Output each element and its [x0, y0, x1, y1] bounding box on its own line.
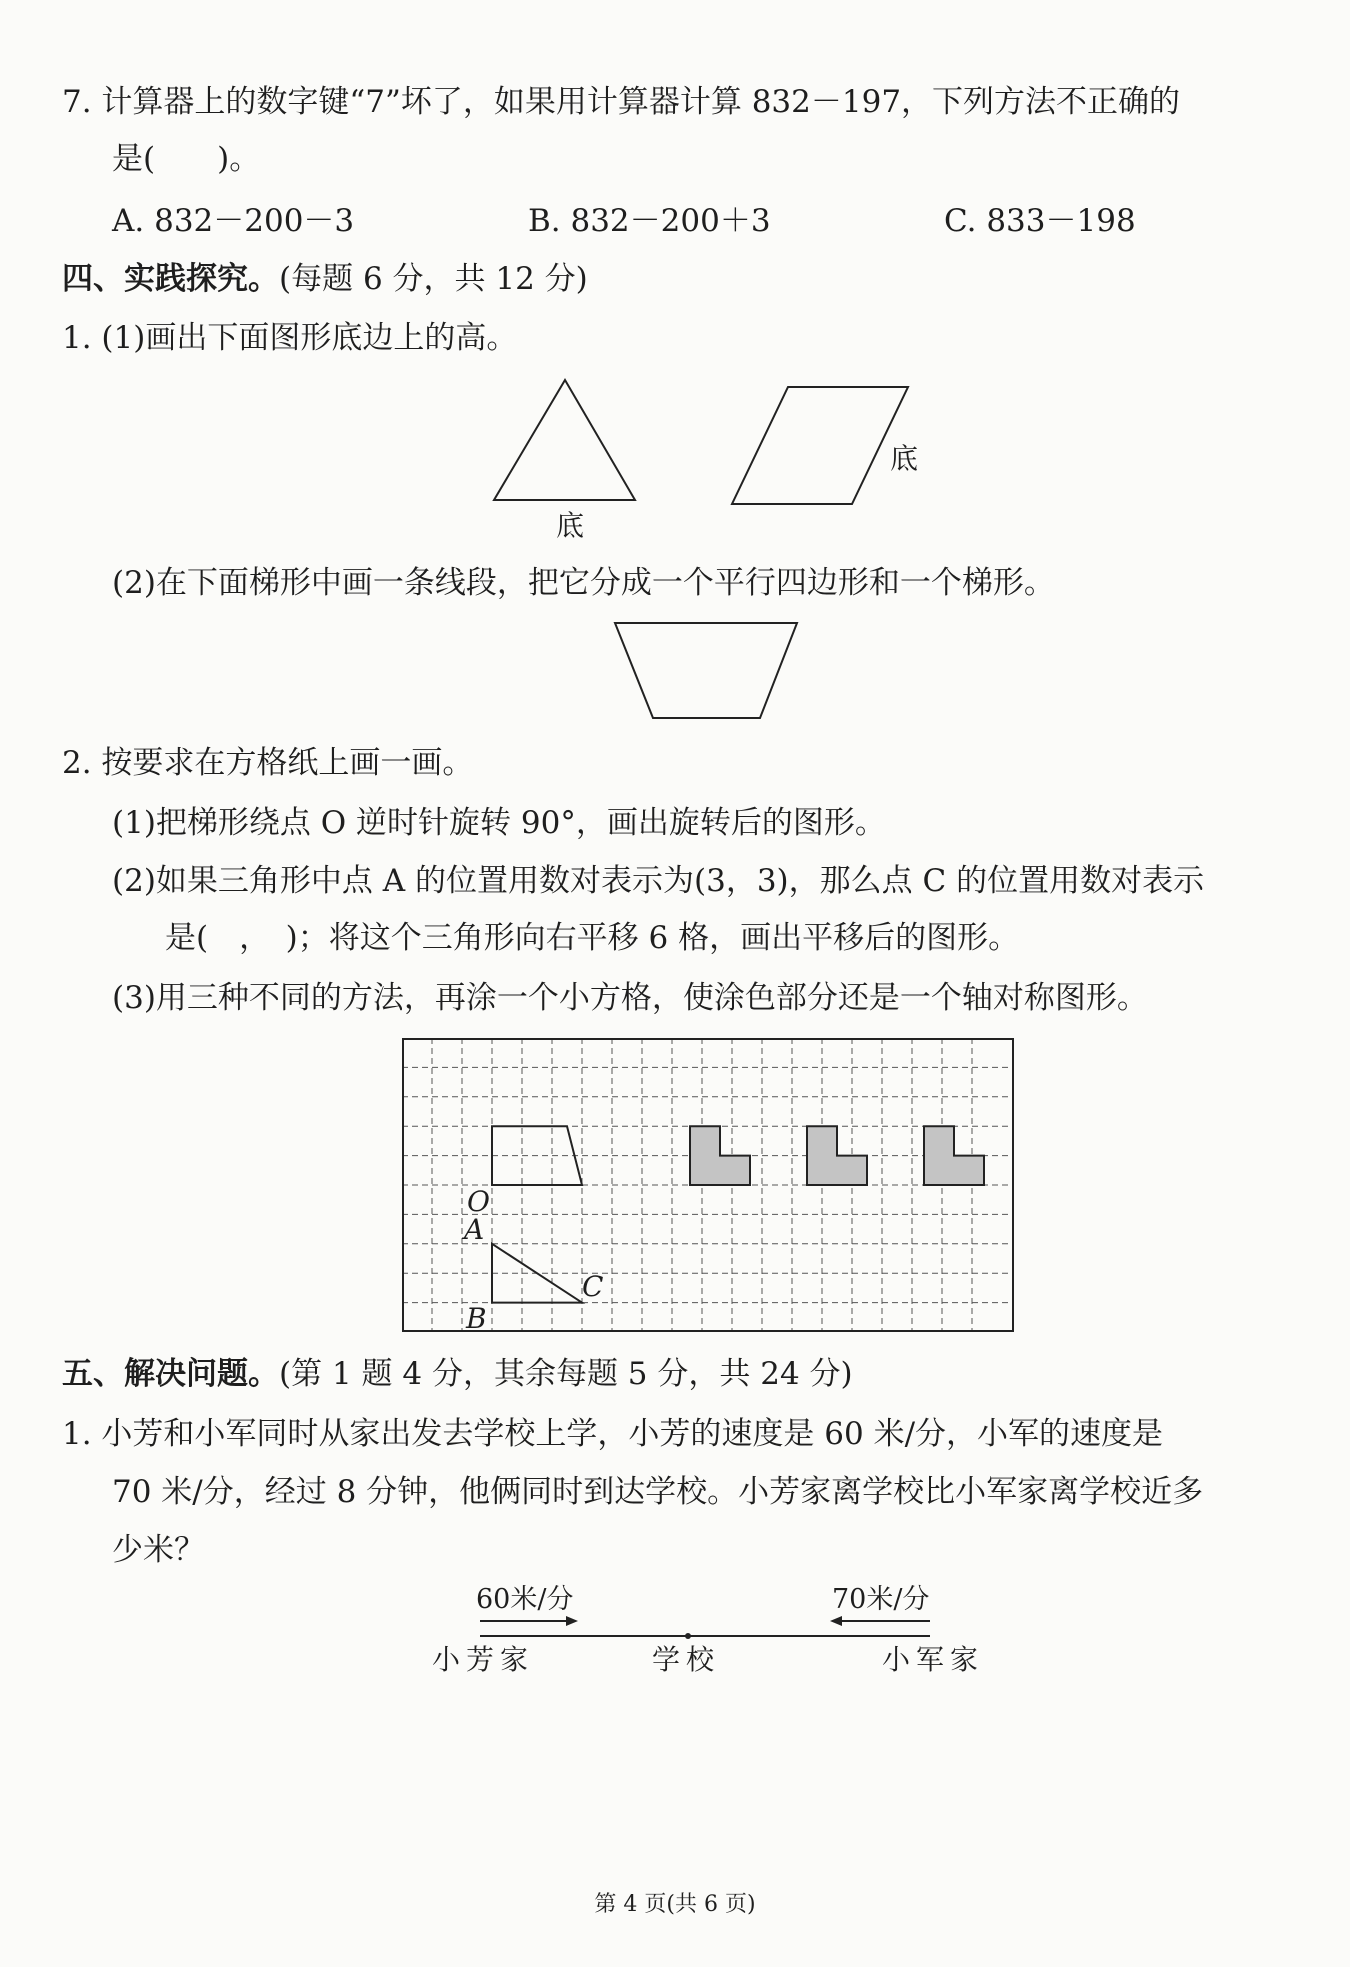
left-place-label: 小芳家: [432, 1643, 535, 1676]
section5-heading: [62, 1354, 853, 1394]
point-b-label: B: [466, 1302, 487, 1335]
s4-q1-part1: 1. (1)画出下面图形底边上的高。: [62, 320, 518, 356]
q7-line2: 是( )。: [112, 141, 261, 177]
q7-option-c: C. 833－198: [944, 203, 1136, 239]
s4-q1-part2: (2)在下面梯形中画一条线段，把它分成一个平行四边形和一个梯形。: [112, 565, 1055, 601]
shaded-l-shape-3: [924, 1126, 984, 1185]
s4-q2-part2-line1: (2)如果三角形中点 A 的位置用数对表示为(3，3)，那么点 C 的位置用数对表示: [112, 863, 1205, 899]
section4-title: 四、实践探究。: [62, 261, 279, 297]
s5-q1-line3: 少米？: [112, 1532, 205, 1568]
shaded-l-shape-1: [690, 1126, 750, 1185]
section5-title: 五、解决问题。: [62, 1356, 279, 1392]
q7-option-a: A. 832－200－3: [112, 203, 355, 239]
section4-note: (每题 6 分，共 12 分): [279, 261, 588, 297]
distance-diagram: [470, 1615, 940, 1645]
right-place-label: 小军家: [882, 1643, 985, 1676]
s5-q1-line2: 70 米/分，经过 8 分钟，他俩同时到达学校。小芳家离学校比小军家离学校近多: [112, 1474, 1204, 1510]
parallelogram-base-label: 底: [890, 442, 919, 475]
speed-left-label: 60米/分: [476, 1584, 574, 1615]
triangle-base-label: 底: [556, 509, 585, 542]
parallelogram-figure: [728, 385, 912, 507]
page-footer: 第 4 页(共 6 页): [594, 1892, 756, 1917]
s4-q2-part1: (1)把梯形绕点 O 逆时针旋转 90°，画出旋转后的图形。: [112, 805, 886, 841]
s4-q2-part3: (3)用三种不同的方法，再涂一个小方格，使涂色部分还是一个轴对称图形。: [112, 980, 1148, 1016]
point-o-label: O: [467, 1185, 490, 1218]
q7-line1: 7. 计算器上的数字键“7”坏了，如果用计算器计算 832－197，下列方法不正确的: [62, 84, 1181, 120]
section5-note: (第 1 题 4 分，其余每题 5 分，共 24 分): [279, 1356, 853, 1392]
s5-q1-line1: 1. 小芳和小军同时从家出发去学校上学，小芳的速度是 60 米/分，小军的速度是: [62, 1416, 1164, 1452]
q7-option-b: B. 832－200＋3: [528, 203, 771, 239]
speed-right-label: 70米/分: [832, 1584, 930, 1615]
right-arrow-head: [830, 1616, 842, 1626]
trapezoid-figure: [611, 620, 801, 722]
s4-q2-part2-line2: 是( ， )；将这个三角形向右平移 6 格，画出平移后的图形。: [165, 920, 1020, 956]
shaded-l-shape-2: [807, 1126, 867, 1185]
left-arrow-head: [566, 1616, 578, 1626]
triangle-figure: [490, 378, 640, 504]
grid-paper: [402, 1038, 1014, 1332]
point-a-label: A: [464, 1213, 485, 1246]
school-point: [685, 1633, 691, 1639]
middle-place-label: 学校: [652, 1643, 721, 1676]
point-c-label: C: [582, 1270, 604, 1303]
section4-heading: [62, 259, 588, 299]
s4-q2-stem: 2. 按要求在方格纸上画一画。: [62, 745, 474, 781]
